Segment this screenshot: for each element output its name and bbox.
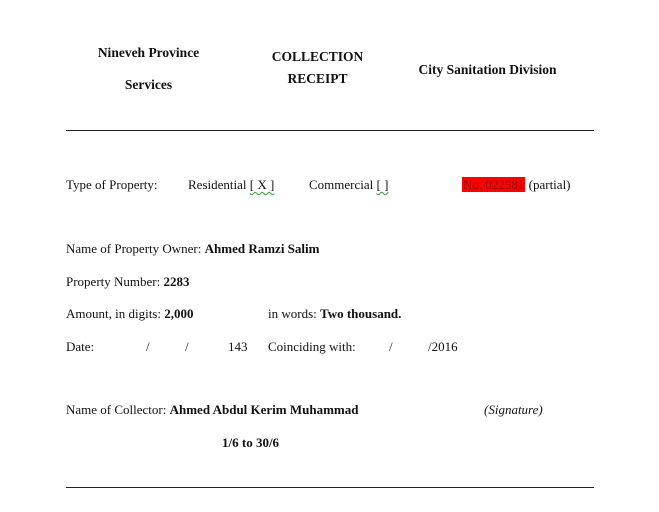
owner-value: Ahmed Ramzi Salim	[204, 241, 320, 256]
date-slash-3: /	[389, 339, 393, 354]
date-label: Date:	[66, 339, 95, 354]
amount-digits-label: Amount, in digits:	[66, 306, 161, 321]
residential-option	[188, 177, 274, 193]
residential-checkbox: [ X ]	[249, 177, 275, 192]
receipt-number-note: (partial)	[528, 177, 571, 192]
hijri-year: 143	[228, 339, 248, 354]
collector-row	[66, 402, 359, 418]
header-division: City Sanitation Division	[418, 62, 557, 77]
property-number-row	[66, 274, 189, 290]
header-org-line2: Services	[124, 77, 173, 92]
amount-words-label: in words:	[268, 306, 317, 321]
owner-label: Name of Property Owner:	[66, 241, 202, 256]
collector-value: Ahmed Abdul Kerim Muhammad	[169, 402, 359, 417]
amount-words-value: Two thousand.	[320, 306, 402, 321]
collector-label: Name of Collector:	[66, 402, 167, 417]
amount-digits	[66, 306, 193, 322]
footer-divider	[66, 487, 594, 488]
amount-digits-value: 2,000	[164, 306, 194, 321]
receipt-title-line2: RECEIPT	[287, 71, 348, 86]
owner-row	[66, 241, 319, 257]
commercial-checkbox: [ ]	[376, 177, 389, 192]
date-slash-1: /	[146, 339, 150, 354]
property-type-label: Type of Property:	[66, 177, 158, 192]
gregorian-year: /2016	[428, 339, 458, 354]
coinciding-label: Coinciding with:	[268, 339, 356, 354]
residential-label: Residential	[188, 177, 247, 192]
property-number-value: 2283	[163, 274, 190, 289]
signature-label: (Signature)	[484, 402, 543, 417]
date-slash-2: /	[185, 339, 189, 354]
header-divider	[66, 130, 594, 131]
commercial-label: Commercial	[309, 177, 374, 192]
header-org-line1: Nineveh Province	[97, 45, 200, 60]
amount-words	[268, 306, 401, 322]
receipt-number-redacted: No. 022581	[463, 177, 525, 192]
property-number-label: Property Number:	[66, 274, 161, 289]
receipt-number-group	[462, 177, 571, 193]
receipt-title-line1: COLLECTION	[271, 49, 364, 64]
collection-period: 1/6 to 30/6	[222, 435, 280, 450]
commercial-option	[309, 177, 388, 193]
